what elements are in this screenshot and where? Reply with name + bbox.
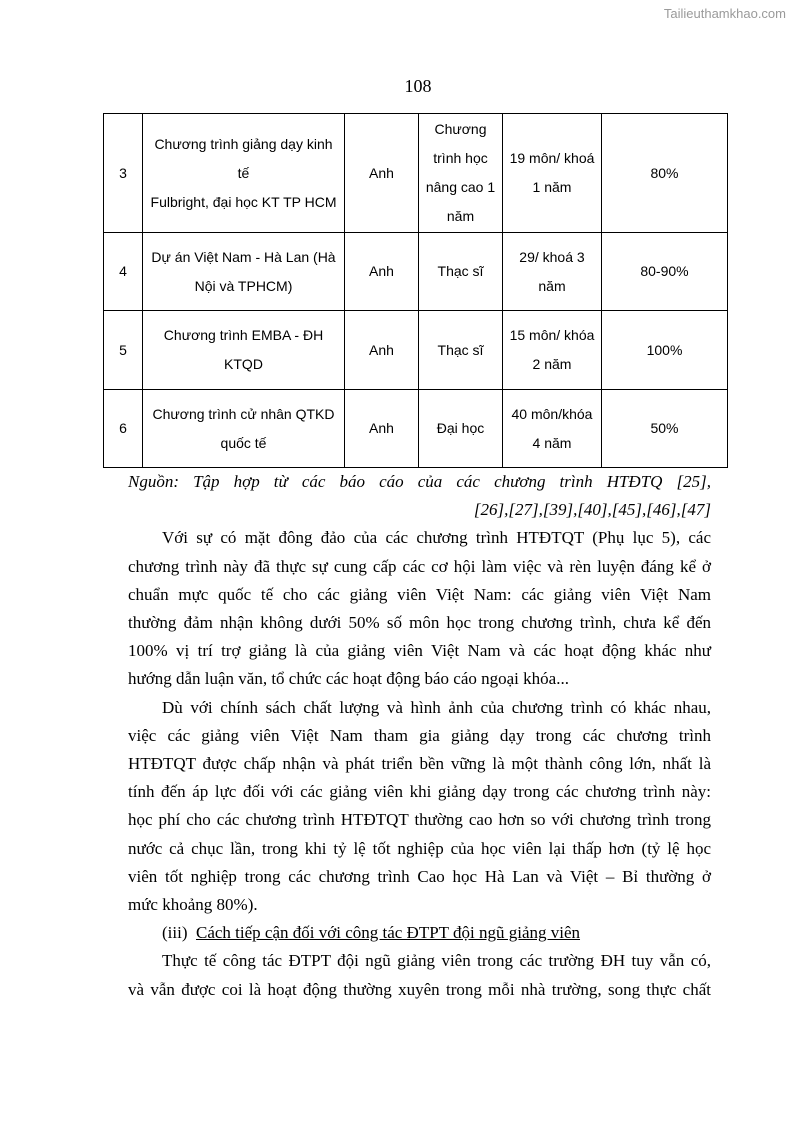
section-heading bbox=[128, 919, 711, 947]
paragraph-line: 100% vị trí trợ giảng là của giảng viên Việt Nam và các hoạt động khác như bbox=[128, 641, 711, 661]
subject-count-line: 40 môn/khóa bbox=[511, 405, 593, 422]
paragraph-line: và vẫn được coi là hoạt động thường xuyên trong mỗi nhà trường, song thực chất bbox=[128, 979, 711, 999]
programs-table bbox=[103, 113, 728, 468]
paragraph-line: thường đảm nhận không dưới 50% số môn học trong chương trình, chưa kể đến bbox=[128, 613, 711, 633]
row-number-cell: 4 bbox=[104, 233, 143, 311]
row-number-cell: 3 bbox=[104, 114, 143, 233]
language-cell: Anh bbox=[345, 233, 419, 311]
program-name-line: Dự án Việt Nam - Hà Lan (Hà bbox=[151, 248, 336, 265]
table-row bbox=[104, 114, 728, 233]
language-cell: Anh bbox=[345, 390, 419, 468]
paragraph-line: chương trình này đã thực sự cung cấp các cơ hội làm việc và rèn luyện đáng kể ở bbox=[128, 556, 711, 576]
program-level-line: Thạc sĩ bbox=[437, 263, 484, 279]
paragraph-line: việc các giảng viên Việt Nam tham gia giảng dạy trong các chương trình bbox=[128, 725, 711, 745]
program-name-line: Fulbright, đại học KT TP HCM bbox=[150, 193, 337, 210]
watermark: Tailieuthamkhao.com bbox=[663, 6, 786, 21]
page-number: 108 bbox=[404, 76, 432, 96]
paragraph-line: tính đến áp lực đối với các giảng viên khi giảng dạy trong các chương trình này: bbox=[128, 782, 711, 802]
heading-number: (iii) bbox=[162, 923, 188, 943]
subject-count-cell bbox=[503, 311, 602, 390]
program-name-line: Nội và TPHCM) bbox=[194, 277, 293, 294]
program-name-cell bbox=[143, 311, 345, 390]
program-name-cell bbox=[143, 114, 345, 233]
program-level-cell bbox=[419, 390, 503, 468]
source-line: Nguồn: Tập hợp từ các báo cáo của các chương trình HTĐTQ [25], bbox=[128, 472, 711, 491]
program-level-line: Thạc sĩ bbox=[437, 341, 484, 358]
subject-count-cell bbox=[503, 233, 602, 311]
vn-lecturer-share-cell: 80% bbox=[602, 114, 728, 233]
table-row bbox=[104, 233, 728, 311]
vn-lecturer-share-cell: 100% bbox=[602, 311, 728, 390]
program-name-cell bbox=[143, 390, 345, 468]
program-name-line: KTQD bbox=[224, 356, 263, 372]
program-level-line: Đại học bbox=[436, 420, 485, 436]
subject-count-line: 1 năm bbox=[532, 179, 572, 195]
paragraph-line: viên tốt nghiệp trong các chương trình Cao học Hà Lan và Việt – Bỉ thường ở bbox=[128, 866, 711, 886]
row-number-cell: 5 bbox=[104, 311, 143, 390]
program-name-line: Chương trình EMBA - ĐH bbox=[163, 327, 324, 343]
subject-count-line: năm bbox=[538, 277, 566, 294]
program-level-line: Chương bbox=[434, 121, 487, 137]
table-row bbox=[104, 390, 728, 468]
subject-count-cell bbox=[503, 114, 602, 233]
subject-count-cell bbox=[503, 390, 602, 468]
paragraph-line: Với sự có mặt đông đảo của các chương trình HTĐTQT (Phụ lục 5), các bbox=[162, 528, 711, 548]
program-name-cell bbox=[143, 233, 345, 311]
program-level-cell bbox=[419, 233, 503, 311]
program-level-cell bbox=[419, 311, 503, 390]
program-name-line: Chương trình cử nhân QTKD bbox=[152, 405, 335, 422]
subject-count-line: 19 môn/ khoá bbox=[509, 150, 595, 166]
subject-count-line: 15 môn/ khóa bbox=[509, 327, 595, 343]
paragraph-line: hướng dẫn luận văn, tổ chức các hoạt động báo cáo ngoại khóa... bbox=[128, 669, 569, 689]
program-level-line: trình học bbox=[433, 150, 488, 166]
program-level-line: năm bbox=[446, 208, 475, 224]
body-text bbox=[128, 468, 711, 1004]
program-name-line: quốc tế bbox=[220, 434, 267, 451]
language-cell: Anh bbox=[345, 114, 419, 233]
heading-text: Cách tiếp cận đối với công tác ĐTPT đội ngũ giảng viên bbox=[196, 923, 581, 943]
paragraph-line: chuẩn mực quốc tế cho các giảng viên Việt Nam: các giảng viên Việt Nam bbox=[128, 584, 711, 604]
paragraph-line: Thực tế công tác ĐTPT đội ngũ giảng viên trong các trường ĐH tuy vẫn có, bbox=[162, 951, 711, 971]
paragraph-line: nước cả chục lần, trong khi tỷ lệ tốt nghiệp của học viên lại thấp hơn (tỷ lệ học bbox=[128, 838, 711, 858]
vn-lecturer-share-cell: 80-90% bbox=[602, 233, 728, 311]
paragraph-line: mức khoảng 80%). bbox=[128, 895, 258, 915]
language-cell: Anh bbox=[345, 311, 419, 390]
program-level-cell bbox=[419, 114, 503, 233]
program-level-line: nâng cao 1 bbox=[425, 179, 496, 195]
program-name-line: Chương trình giảng dạy kinh tế bbox=[154, 135, 333, 181]
subject-count-line: 29/ khoá 3 bbox=[519, 248, 585, 265]
subject-count-line: 4 năm bbox=[532, 434, 572, 451]
paragraph-line: HTĐTQT được chấp nhận và phát triển bền vững là một thành công lớn, nhất là bbox=[128, 754, 711, 774]
row-number-cell: 6 bbox=[104, 390, 143, 468]
subject-count-line: 2 năm bbox=[532, 356, 572, 372]
paragraph-line: Dù với chính sách chất lượng và hình ảnh của chương trình có khác nhau, bbox=[162, 697, 711, 717]
paragraph-line: học phí cho các chương trình HTĐTQT thường cao hơn so với chương trình trong bbox=[128, 810, 711, 830]
table-row bbox=[104, 311, 728, 390]
vn-lecturer-share-cell: 50% bbox=[602, 390, 728, 468]
source-line: [26],[27],[39],[40],[45],[46],[47] bbox=[473, 500, 711, 520]
